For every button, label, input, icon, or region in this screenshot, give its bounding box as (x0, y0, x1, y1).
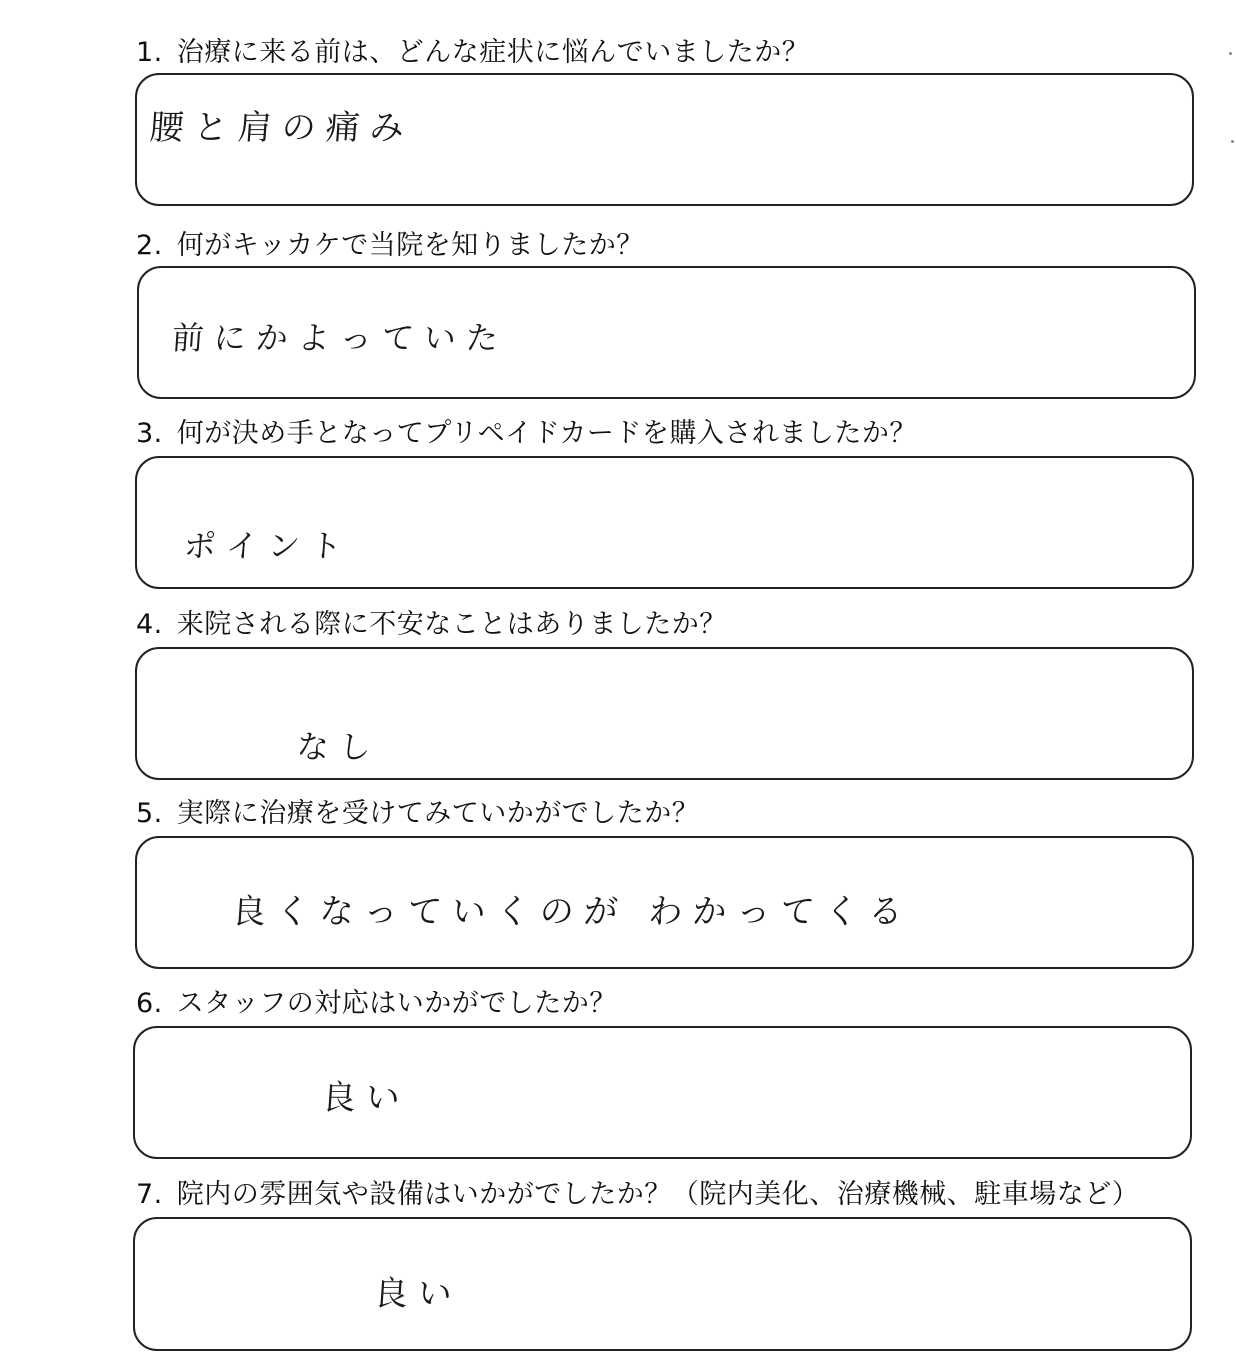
question-text: 実際に治療を受けてみていかがでしたか？ (176, 798, 700, 829)
question-6 (136, 987, 617, 1021)
answer-6: 良い (320, 1078, 412, 1118)
question-1 (136, 36, 809, 70)
answer-5: 良くなっていくのが わかってくる (230, 892, 914, 932)
question-number: 7. (136, 1179, 163, 1210)
answer-2: 前にかよっていた (170, 319, 510, 357)
question-text: スタッフの対応はいかがでしたか？ (176, 988, 617, 1019)
answer-7: 良い (372, 1274, 464, 1314)
question-4 (136, 608, 727, 642)
question-number: 4. (136, 609, 163, 640)
question-3 (136, 417, 917, 451)
question-number: 2. (136, 230, 163, 261)
question-2 (136, 229, 644, 263)
question-text: 何が決め手となってプリペイドカードを購入されましたか？ (176, 418, 917, 449)
question-text: 何がキッカケで当院を知りましたか？ (176, 230, 644, 261)
question-text: 治療に来る前は、どんな症状に悩んでいましたか？ (176, 37, 810, 68)
question-number: 3. (136, 418, 163, 449)
answer-box-7[interactable] (133, 1217, 1192, 1351)
question-5 (136, 797, 699, 831)
answer-box-6[interactable] (133, 1026, 1192, 1159)
question-number: 6. (136, 988, 163, 1019)
question-text: 来院される際に不安なことはありましたか？ (176, 609, 727, 640)
question-number: 1. (136, 37, 163, 68)
question-7 (136, 1178, 1139, 1212)
question-number: 5. (136, 798, 163, 829)
answer-box-4[interactable] (135, 647, 1194, 780)
answer-4: なし (295, 728, 383, 766)
scan-speck (1229, 52, 1232, 55)
question-text: 院内の雰囲気や設備はいかがでしたか？（院内美化、治療機械、駐車場など） (176, 1179, 1140, 1210)
scan-speck (1231, 140, 1234, 143)
answer-1: 腰と肩の痛み (148, 108, 416, 148)
answer-3: ポイント (182, 527, 354, 565)
